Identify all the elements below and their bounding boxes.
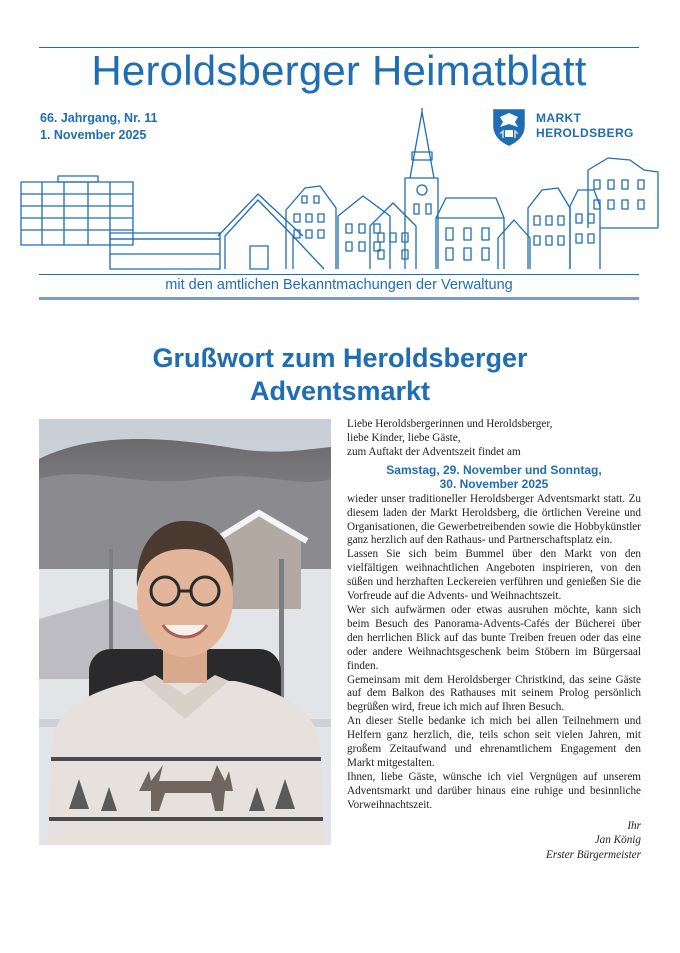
- signature-name: Jan König: [594, 834, 641, 847]
- event-date: [347, 463, 641, 491]
- masthead-bottom-rule: [39, 297, 639, 300]
- signature-title: Erster Bürgermeister: [546, 848, 641, 861]
- paragraph-4: Gemeinsam mit dem Heroldsberger Christkind, das seine Gäste auf dem Balkon des Rathauses mit seinem Prolog persönlich begrüßen wird, freue ich mich auf Ihren Besuch.: [347, 673, 641, 714]
- headline-line-1: Grußwort zum Heroldsberger: [152, 343, 528, 373]
- town-skyline-illustration: [18, 108, 663, 273]
- paragraph-5: An dieser Stelle bedanke ich mich bei allen Teilnehmern und Helfern ganz herzlich, die, teils schon seit vielen Jahren, mit großem Zeitaufwand und ehrenamtlichem Engagement den Markt mitgestalten.: [347, 715, 641, 769]
- headline-line-2: Adventsmarkt: [249, 376, 431, 406]
- paragraph-3: Wer sich aufwärmen oder etwas ausruhen möchte, kann sich beim Besuch des Panorama-Advents-Cafés der Bücherei über den herrlichen Blick auf das bunte Treiben freuen oder das eine oder andere Weihnachtsgeschenk beim Stöbern im Bürgersaal finden.: [347, 603, 641, 672]
- masthead-title: Heroldsberger Heimatblatt: [91, 47, 587, 94]
- portrait-photo: [39, 419, 331, 845]
- logo-line-2: HEROLDSBERG: [536, 126, 634, 140]
- article-headline: [60, 342, 620, 408]
- greeting-line-1: Liebe Heroldsbergerinnen und Heroldsberger,: [347, 418, 553, 430]
- subtitle-rule: [39, 274, 639, 275]
- signature-line-1: Ihr: [627, 819, 641, 832]
- issue-volume: 66. Jahrgang, Nr. 11: [40, 111, 158, 125]
- paragraph-6: Ihnen, liebe Gäste, wünsche ich viel Vergnügen auf unserem Adventsmarkt und darüber hinaus eine ruhige und besinnliche Vorweihnachtszeit.: [347, 770, 641, 811]
- event-date-line-1: Samstag, 29. November und Sonntag,: [386, 462, 602, 477]
- signature: [347, 819, 641, 863]
- issue-date: 1. November 2025: [40, 128, 147, 142]
- greeting-line-3: zum Auftakt der Adventszeit findet am: [347, 445, 521, 458]
- paragraph-1: wieder unser traditioneller Heroldsberger Adventsmarkt statt. Zu diesem laden der Markt Heroldsberg, die örtlichen Vereine und Organisationen, die Gewerbetreibenden sowie die Hobbykünstler ganz herzlich auf den Rathaus- und Partnerschaftsplatz ein.: [347, 492, 641, 547]
- masthead-subtitle: mit den amtlichen Bekanntmachungen der Verwaltung: [165, 277, 513, 293]
- paragraph-2: Lassen Sie sich beim Bummel über den Markt von den vielfältigen weihnachtlichen Angeboten inspirieren, von den süßen und herzhaften Leckereien verführen und genießen Sie die Vorfreude auf die Advents- und Weihnachtszeit.: [347, 548, 641, 603]
- article-body: [347, 418, 641, 862]
- logo-line-1: MARKT: [536, 111, 582, 125]
- greeting-line-2: liebe Kinder, liebe Gäste,: [347, 431, 461, 444]
- event-date-line-2: 30. November 2025: [439, 476, 549, 491]
